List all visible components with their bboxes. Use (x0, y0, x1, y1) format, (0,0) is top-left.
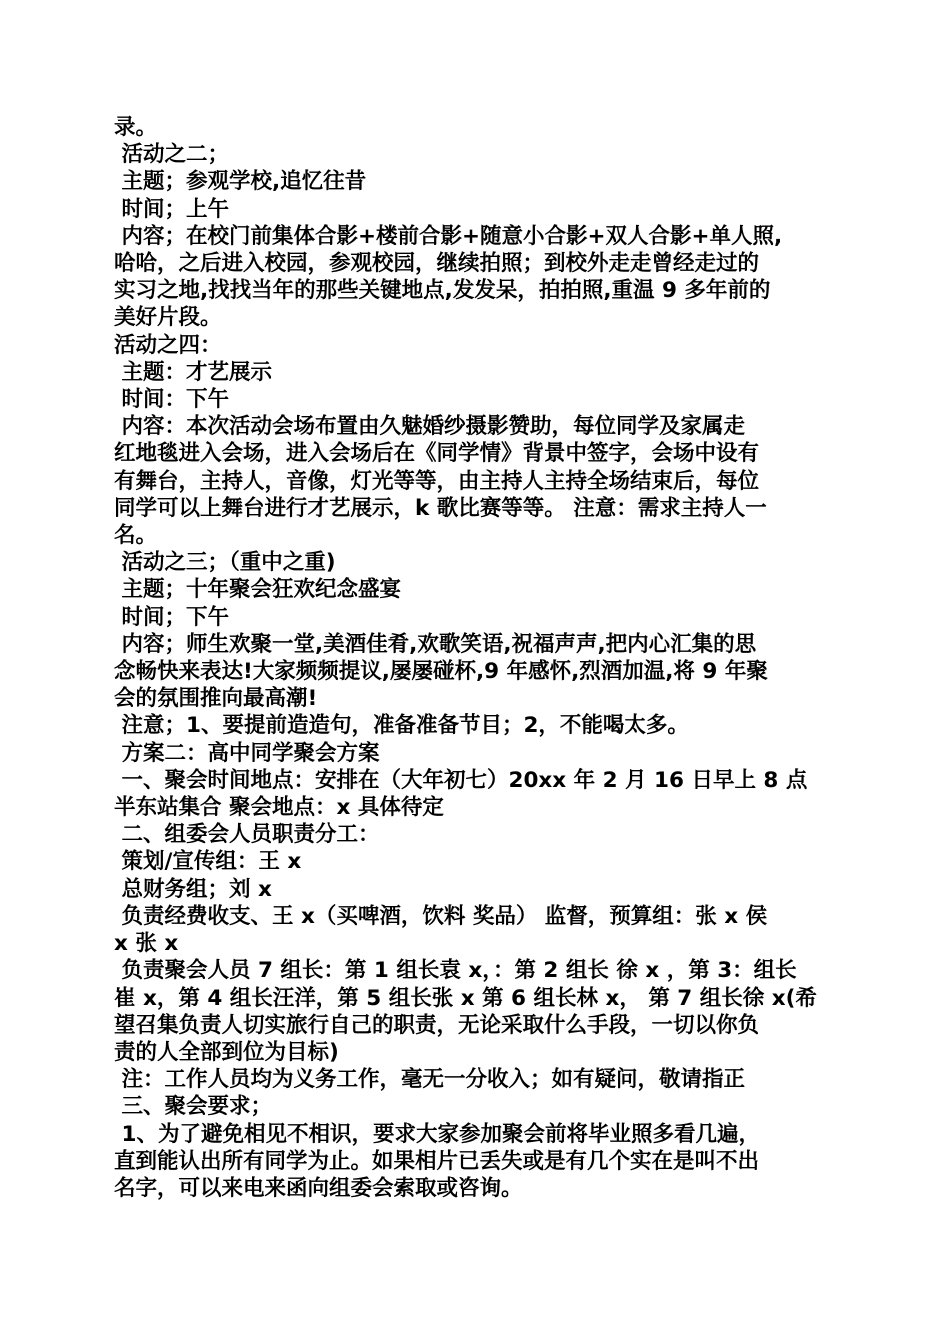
text-line: 主题；参观学校,追忆往昔 (114, 169, 367, 195)
text-line: 一、聚会时间地点：安排在（大年初七）20xx 年 2 月 16 日早上 8 点 (114, 767, 808, 793)
text-line: 红地毯进入会场，进入会场后在《同学情》背景中签字，会场中设有 (114, 441, 760, 467)
text-line: 责的人全部到位为目标) (114, 1039, 339, 1065)
text-line: 有舞台，主持人，音像，灯光等等，由主持人主持全场结束后，每位 (114, 468, 760, 494)
text-line: 内容：本次活动会场布置由久魅婚纱摄影赞助，每位同学及家属走 (114, 414, 745, 440)
text-line: 录。 (114, 115, 158, 140)
text-line: 名。 (114, 523, 158, 549)
text-line: 半东站集合 聚会地点：x 具体待定 (114, 795, 444, 821)
section-heading: 方案二：高中同学聚会方案 (114, 740, 380, 766)
text-line: 念畅快来表达!大家频频提议,屡屡碰杯,9 年感怀,烈酒加温,将 9 年聚 (114, 659, 768, 685)
text-line: 崔 x，第 4 组长汪洋，第 5 组长张 x 第 6 组长林 x， 第 7 组长徐 x(希 (114, 985, 817, 1011)
text-line: 时间：下午 (114, 387, 229, 413)
text-line: 内容；在校门前集体合影+楼前合影+随意小合影+双人合影+单人照, (114, 223, 783, 249)
section-heading: 二、组委会人员职责分工： (114, 822, 380, 848)
text-line: 会的氛围推向最高潮! (114, 686, 318, 712)
text-line: 实习之地,找找当年的那些关键地点,发发呆，拍拍照,重温 9 多年前的 (114, 278, 771, 304)
text-line: 主题；十年聚会狂欢纪念盛宴 (114, 577, 401, 603)
text-line: 时间；上午 (114, 196, 229, 222)
text-line: 策划/宣传组：王 x (114, 849, 302, 875)
document-body (114, 114, 836, 1202)
section-heading: 活动之三；（重中之重) (114, 550, 336, 576)
text-line: 望召集负责人切实旅行自己的职责，无论采取什么手段，一切以你负 (114, 1012, 760, 1038)
text-line: 注：工作人员均为义务工作，毫无一分收入；如有疑问，敬请指正 (114, 1067, 745, 1093)
text-line: 负责聚会人员 7 组长：第 1 组长袁 x，：第 2 组长 徐 x ，第 3：组长 (114, 958, 797, 984)
text-line: 名字，可以来电来函向组委会索取或咨询。 (114, 1175, 523, 1201)
text-line: 哈哈，之后进入校园，参观校园，继续拍照；到校外走走曾经走过的 (114, 251, 760, 277)
text-line: 时间；下午 (114, 604, 229, 630)
text-line: 1、为了避免相见不相识，要求大家参加聚会前将毕业照多看几遍， (114, 1121, 760, 1147)
section-heading: 活动之四： (114, 332, 222, 358)
text-line: 直到能认出所有同学为止。如果相片已丢失或是有几个实在是叫不出 (114, 1148, 760, 1174)
text-line: 美好片段。 (114, 305, 222, 331)
text-line: x 张 x (114, 931, 179, 957)
section-heading: 三、聚会要求； (114, 1094, 272, 1120)
text-line: 同学可以上舞台进行才艺展示，k 歌比赛等等。 注意：需求主持人一 (114, 495, 767, 521)
section-heading: 活动之二； (114, 142, 229, 168)
text-line: 内容；师生欢聚一堂,美酒佳肴,欢歌笑语,祝福声声,把内心汇集的思 (114, 631, 757, 657)
text-line: 注意；1、要提前造造句，准备准备节目；2，不能喝太多。 (114, 713, 689, 739)
text-line: 负责经费收支、王 x（买啤酒，饮料 奖品） 监督，预算组：张 x 侯 (114, 903, 768, 929)
text-line: 主题：才艺展示 (114, 359, 272, 385)
text-line: 总财务组；刘 x (114, 876, 272, 902)
